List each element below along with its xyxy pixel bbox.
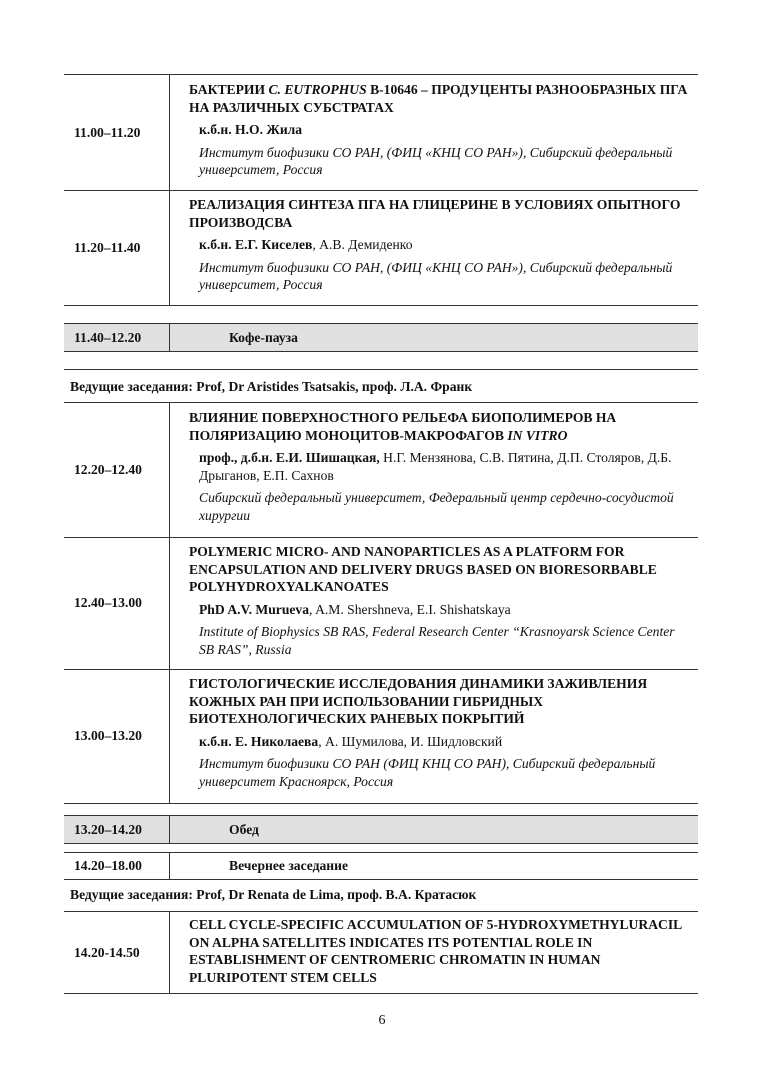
session-row [64,911,698,994]
session-content [171,669,698,794]
lead-author: к.б.н. Н.О. Жила [199,122,303,137]
session-authors [189,236,690,254]
session-title [189,81,690,116]
title-part: БАКТЕРИИ [189,82,269,97]
break-label: Кофе-пауза [229,329,298,345]
session-authors [189,733,690,751]
session-affiliation: Institute of Biophysics SB RAS, Federal Research Center “Krasnoyarsk Science Center SB RAS”, Russia [199,624,675,657]
session-authors [189,121,690,139]
evening-session-row [64,852,698,880]
break-time: 11.40–12.20 [64,324,170,351]
break-time: 14.20–18.00 [64,853,170,879]
session-affiliation: Институт биофизики СО РАН, (ФИЦ «КНЦ СО РАН»), Сибирский федеральный университет, Россия [199,144,673,177]
session-time: 11.20–11.40 [64,190,170,305]
co-authors: , А. Шумилова, И. Шидловский [318,733,503,749]
session-row [64,74,698,191]
session-time: 12.20–12.40 [64,403,170,537]
session-authors [189,449,690,484]
session-title [189,409,690,444]
session-time: 12.40–13.00 [64,537,170,669]
session-affiliation: Сибирский федеральный университет, Федеральный центр сердечно-сосудистой хирургии [199,490,674,523]
co-authors: , A.M. Shershneva, E.I. Shishatskaya [309,601,511,617]
session-time: 14.20-14.50 [64,912,170,993]
coffee-break-row [64,323,698,352]
page-number: 6 [378,1013,386,1028]
session-row [64,537,698,670]
break-time: 13.20–14.20 [64,816,170,843]
break-label: Вечернее заседание [229,858,349,873]
title-part: В-10646 – ПРОДУЦЕНТЫ РАЗНООБРАЗНЫХ ПГА НА РАЗЛИЧНЫХ СУБСТРАТАХ [189,82,688,115]
lead-author: к.б.н. Е. Николаева [199,733,319,749]
lead-author: к.б.н. Е.Г. Киселев [199,237,313,252]
session-content [171,912,698,990]
session-title: ГИСТОЛОГИЧЕСКИЕ ИССЛЕДОВАНИЯ ДИНАМИКИ ЗАЖИВЛЕНИЯ КОЖНЫХ РАН ПРИ ИСПОЛЬЗОВАНИИ ГИБРИДНЫХ БИОТЕХНОЛОГИЧЕСКИХ РАНЕВЫХ ПОКРЫТИЙ [189,676,648,726]
session-row [64,190,698,306]
session-affiliation: Институт биофизики СО РАН, (ФИЦ «КНЦ СО РАН»), Сибирский федеральный университет, Россия [199,259,673,292]
break-label: Обед [229,821,259,837]
session-authors [189,601,690,619]
title-part: ВЛИЯНИЕ ПОВЕРХНОСТНОГО РЕЛЬЕФА БИОПОЛИМЕРОВ НА ПОЛЯРИЗАЦИЮ МОНОЦИТОВ-МАКРОФАГОВ [189,410,617,443]
session-title: CELL CYCLE-SPECIFIC ACCUMULATION OF 5-HYDROXYMETHYLURACIL ON ALPHA SATELLITES INDICATES ITS POTENTIAL ROLE IN ESTABLISHMENT OF CENTROMERIC CHROMATIN IN HUMAN PLURIPOTENT STEM CELLS [189,917,682,985]
session-row [64,669,698,804]
lunch-row [64,815,698,844]
session-affiliation: Институт биофизики СО РАН (ФИЦ КНЦ СО РАН), Сибирский федеральный университет Красноярск, Россия [199,756,656,789]
session-row [64,402,698,538]
divider [64,369,698,370]
lead-author: проф., д.б.н. Е.И. Шишацкая, [199,450,380,465]
session-title: РЕАЛИЗАЦИЯ СИНТЕЗА ПГА НА ГЛИЦЕРИНЕ В УСЛОВИЯХ ОПЫТНОГО ПРОИЗВОДСВА [189,197,681,230]
title-italic-part: IN VITRO [507,427,568,443]
session-time: 13.00–13.20 [64,669,170,803]
session-chairs: Ведущие заседания: Prof, Dr Aristides Tsatsakis, проф. Л.А. Франк [70,379,473,394]
title-italic-part: C. EUTROPHUS [268,82,367,97]
session-content [171,403,698,528]
session-content [171,190,698,298]
session-title: POLYMERIC MICRO- AND NANOPARTICLES AS A PLATFORM FOR ENCAPSULATION AND DELIVERY DRUGS BASED ON BIORESORBABLE POLYHYDROXYALKANOATES [189,544,657,594]
session-content [171,75,698,183]
co-authors: , А.В. Демиденко [312,237,413,252]
session-content [171,537,698,662]
session-chairs: Ведущие заседания: Prof, Dr Renata de Lima, проф. В.А. Кратасюк [70,887,477,902]
lead-author: PhD A.V. Murueva [199,601,310,617]
session-time: 11.00–11.20 [64,75,170,190]
co-authors: Н.Г. Мензянова, С.В. Пятина, Д.П. Столяров, Д.Б. Дрыганов, Е.П. Сахнов [199,450,672,483]
